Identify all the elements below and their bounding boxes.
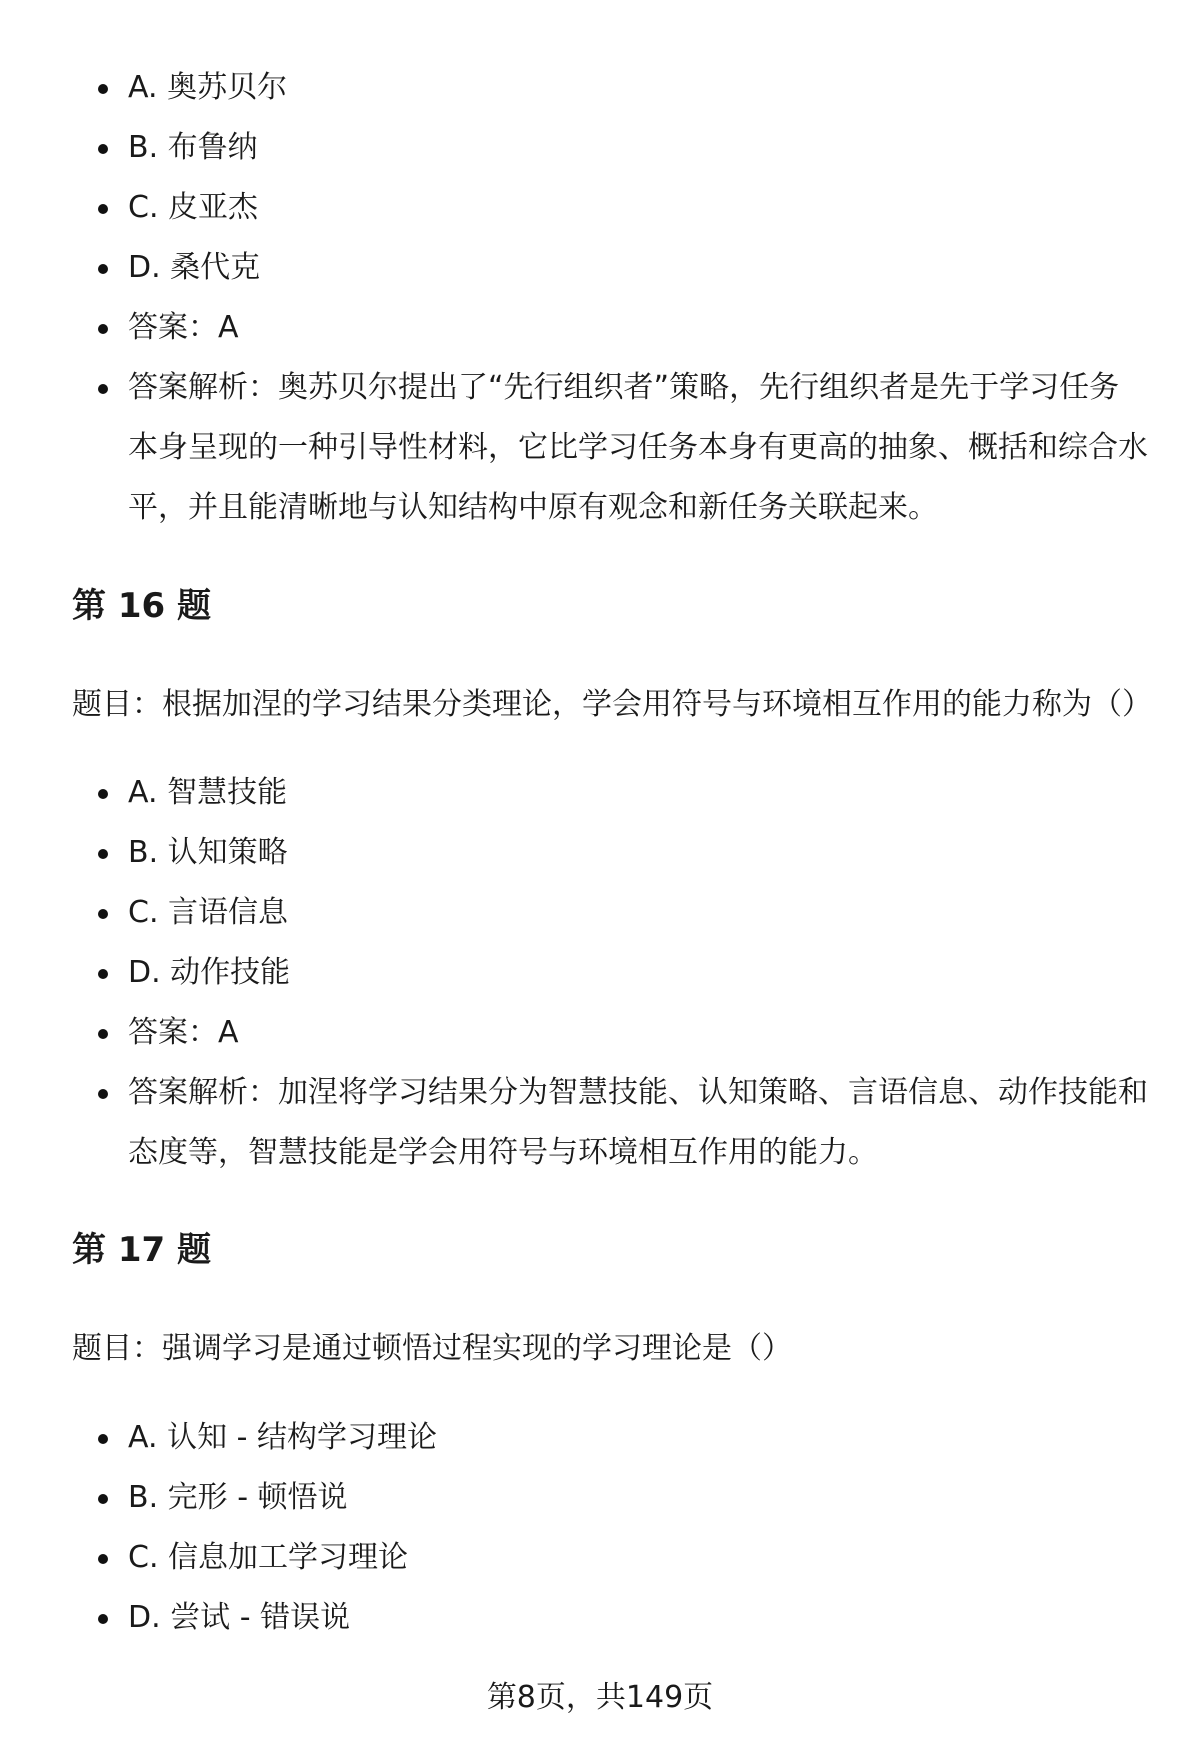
bullet-icon: [98, 384, 108, 394]
list-item: C. 信息加工学习理论: [0, 1528, 1200, 1588]
bullet-icon: [98, 144, 108, 154]
bullet-icon: [98, 324, 108, 334]
analysis-line: 平，并且能清晰地与认知结构中原有观念和新任务关联起来。: [128, 490, 938, 525]
analysis-line: 答案解析：奥苏贝尔提出了“先行组织者”策略，先行组织者是先于学习任务: [128, 370, 1120, 405]
list-item: B. 完形 - 顿悟说: [0, 1468, 1200, 1528]
answer-item: 答案：A: [0, 298, 1200, 358]
bullet-icon: [98, 789, 108, 799]
list-item: D. 尝试 - 错误说: [0, 1588, 1200, 1648]
bullet-icon: [98, 969, 108, 979]
bullet-icon: [98, 1029, 108, 1039]
question-text: 题目：强调学习是通过顿悟过程实现的学习理论是（）: [72, 1331, 792, 1366]
list-item: B. 认知策略: [0, 823, 1200, 883]
analysis-item: [0, 1063, 1200, 1183]
analysis-item: [0, 358, 1200, 538]
bullet-icon: [98, 1089, 108, 1099]
analysis-line: 本身呈现的一种引导性材料，它比学习任务本身有更高的抽象、概括和综合水: [128, 430, 1148, 465]
bullet-icon: [98, 909, 108, 919]
bullet-icon: [98, 1494, 108, 1504]
page-number: 第8页，共149页: [486, 1680, 714, 1715]
bullet-icon: [98, 849, 108, 859]
bullet-icon: [98, 1614, 108, 1624]
bullet-icon: [98, 1434, 108, 1444]
bullet-icon: [98, 204, 108, 214]
analysis-line: 答案解析：加涅将学习结果分为智慧技能、认知策略、言语信息、动作技能和: [128, 1075, 1148, 1110]
list-item: D. 桑代克: [0, 238, 1200, 298]
list-item: A. 奥苏贝尔: [0, 58, 1200, 118]
question-text: 题目：根据加涅的学习结果分类理论，学会用符号与环境相互作用的能力称为（）: [72, 687, 1152, 722]
question-heading: 第 16 题: [72, 586, 211, 626]
q16-option-list: [0, 763, 1200, 1183]
list-item: D. 动作技能: [0, 943, 1200, 1003]
q17-option-list: [0, 1408, 1200, 1648]
bullet-icon: [98, 1554, 108, 1564]
analysis-line: 态度等，智慧技能是学会用符号与环境相互作用的能力。: [128, 1135, 878, 1170]
question-heading: 第 17 题: [72, 1230, 211, 1270]
answer-item: 答案：A: [0, 1003, 1200, 1063]
list-item: A. 智慧技能: [0, 763, 1200, 823]
bullet-icon: [98, 264, 108, 274]
list-item: C. 言语信息: [0, 883, 1200, 943]
list-item: C. 皮亚杰: [0, 178, 1200, 238]
list-item: B. 布鲁纳: [0, 118, 1200, 178]
bullet-icon: [98, 84, 108, 94]
list-item: A. 认知 - 结构学习理论: [0, 1408, 1200, 1468]
q15-option-list: [0, 58, 1200, 538]
